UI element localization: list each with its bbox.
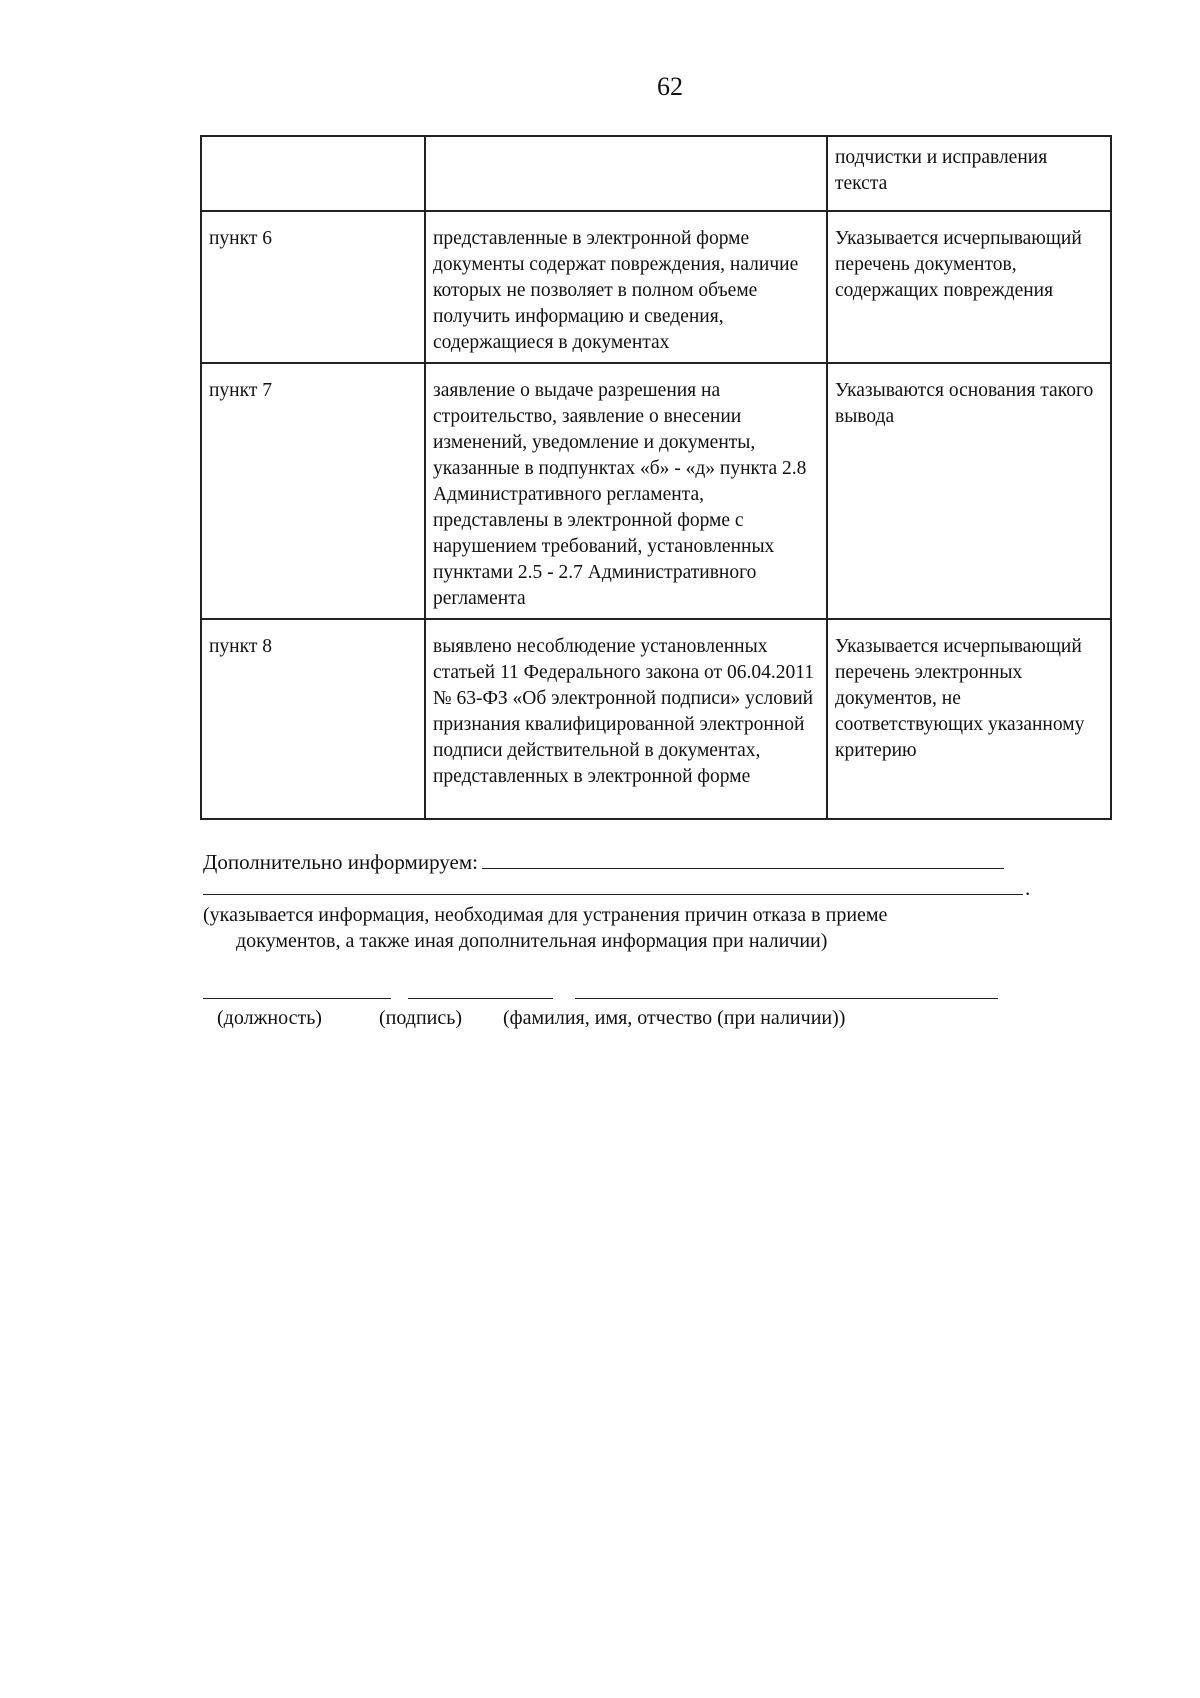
table-row bbox=[201, 136, 1111, 211]
clause-cell bbox=[201, 136, 425, 211]
reason-cell: представленные в электронной форме документы содержат повреждения, наличие которых не позволяет в полном объеме получить информацию и сведения, содержащиеся в документах bbox=[425, 211, 827, 363]
table-row bbox=[201, 619, 1111, 819]
full-name-label: (фамилия, имя, отчество (при наличии)) bbox=[503, 1007, 846, 1029]
position-line bbox=[203, 998, 391, 999]
additional-info-label: Дополнительно информируем: bbox=[203, 850, 478, 874]
table-row bbox=[201, 363, 1111, 619]
reason-cell: выявлено несоблюдение установленных статьей 11 Федерального закона от 06.04.2011 № 63-ФЗ «Об электронной подписи» условий признания квалифицированной электронной подписи действительной в документах, представленных в электронной форме bbox=[425, 619, 827, 819]
explanation-cell: Указывается исчерпывающий перечень электронных документов, не соответствующих указанному критерию bbox=[827, 619, 1111, 819]
refusal-reasons-table bbox=[200, 135, 1112, 820]
signature-lines bbox=[203, 982, 1003, 1002]
signature-label: (подпись) bbox=[379, 1007, 463, 1029]
table-row bbox=[201, 211, 1111, 363]
explanation-cell: Указывается исчерпывающий перечень документов, содержащих повреждения bbox=[827, 211, 1111, 363]
note-line: документов, а также иная дополнительная информация при наличии) bbox=[236, 930, 828, 952]
clause-cell: пункт 6 bbox=[201, 211, 425, 363]
position-label: (должность) bbox=[217, 1007, 322, 1029]
reason-cell: заявление о выдаче разрешения на строительство, заявление о внесении изменений, уведомление и документы, указанные в подпунктах «б» - «д» пункта 2.8 Административного регламента, представлены в электронной форме с нарушением требований, установленных пунктами 2.5 - 2.7 Административного регламента bbox=[425, 363, 827, 619]
explanation-cell: Указываются основания такого вывода bbox=[827, 363, 1111, 619]
clause-cell: пункт 7 bbox=[201, 363, 425, 619]
additional-info-note bbox=[203, 902, 1003, 954]
clause-cell: пункт 8 bbox=[201, 619, 425, 819]
full-name-line bbox=[575, 998, 998, 999]
explanation-cell: подчистки и исправления текста bbox=[827, 136, 1111, 211]
reason-cell bbox=[425, 136, 827, 211]
signature-labels bbox=[203, 1005, 1023, 1033]
note-line: (указывается информация, необходимая для устранения причин отказа в приеме bbox=[203, 904, 888, 926]
additional-info-block bbox=[203, 848, 1043, 901]
additional-info-fill-line bbox=[482, 848, 1004, 869]
additional-info-end-mark: . bbox=[1025, 876, 1031, 900]
additional-info-fill-line-2 bbox=[203, 876, 1023, 895]
signature-line bbox=[408, 998, 553, 999]
page-number: 62 bbox=[657, 72, 683, 101]
